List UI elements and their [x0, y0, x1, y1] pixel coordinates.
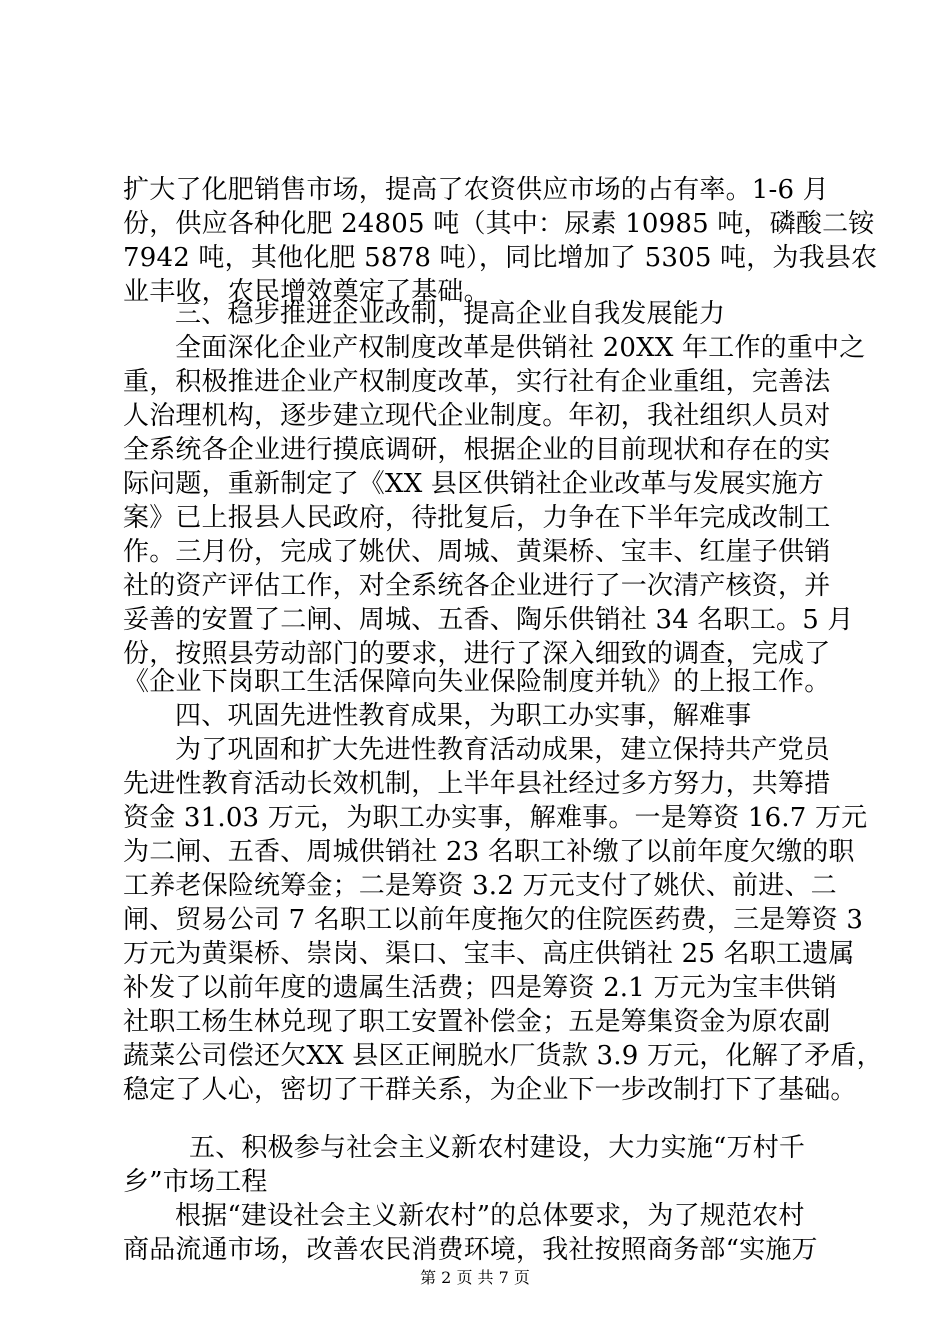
- section-heading-5: 五、积极参与社会主义新农村建设，大力实施“万村千: [189, 1133, 806, 1163]
- text-line: 全系统各企业进行摸底调研，根据企业的目前现状和存在的实: [123, 435, 831, 465]
- text-line: 《企业下岗职工生活保障向失业保险制度并轨》的上报工作。: [123, 667, 831, 697]
- text-line: 份，供应各种化肥 24805 吨（其中：尿素 10985 吨，磷酸二铵: [123, 209, 875, 239]
- text-line: 业丰收，农民增效奠定了基础。: [123, 277, 490, 307]
- text-line: 作。三月份，完成了姚伏、周城、黄渠桥、宝丰、红崖子供销: [123, 537, 831, 567]
- text-line: 7942 吨，其他化肥 5878 吨），同比增加了 5305 吨，为我县农: [123, 243, 878, 273]
- text-line: 人治理机构，逐步建立现代企业制度。年初，我社组织人员对: [123, 401, 831, 431]
- text-line: 重，积极推进企业产权制度改革，实行社有企业重组，完善法: [123, 367, 831, 397]
- text-line: 闸、贸易公司 7 名职工以前年度拖欠的住院医药费，三是筹资 3: [123, 905, 864, 935]
- text-line: 社职工杨生林兑现了职工安置补偿金；五是筹集资金为原农副: [123, 1007, 831, 1037]
- section-heading-3: 三、稳步推进企业改制，提高企业自我发展能力: [175, 299, 726, 329]
- text-line: 万元为黄渠桥、崇岗、渠口、宝丰、高庄供销社 25 名职工遗属: [123, 939, 855, 969]
- text-line: 商品流通市场，改善农民消费环境，我社按照商务部“实施万: [123, 1235, 818, 1265]
- text-line: 为二闸、五香、周城供销社 23 名职工补缴了以前年度欠缴的职: [123, 837, 855, 867]
- text-line: 蔬菜公司偿还欠XX 县区正闸脱水厂货款 3.9 万元，化解了矛盾，: [123, 1041, 883, 1071]
- text-line: 扩大了化肥销售市场，提高了农资供应市场的占有率。1-6 月: [123, 175, 829, 205]
- section-heading-5-continued: 乡”市场工程: [123, 1167, 268, 1197]
- text-line: 稳定了人心，密切了干群关系，为企业下一步改制打下了基础。: [123, 1075, 857, 1105]
- page-footer: 第 2 页 共 7 页: [420, 1268, 530, 1287]
- text-line: 补发了以前年度的遗属生活费；四是筹资 2.1 万元为宝丰供销: [123, 973, 837, 1003]
- text-line: 先进性教育活动长效机制，上半年县社经过多方努力，共筹措: [123, 769, 831, 799]
- text-line: 份，按照县劳动部门的要求，进行了深入细致的调查，完成了: [123, 639, 831, 669]
- text-line: 全面深化企业产权制度改革是供销社 20XX 年工作的重中之: [175, 333, 866, 363]
- section-heading-4: 四、巩固先进性教育成果，为职工办实事，解难事: [175, 701, 752, 731]
- text-line: 妥善的安置了二闸、周城、五香、陶乐供销社 34 名职工。5 月: [123, 605, 854, 635]
- text-line: 社的资产评估工作，对全系统各企业进行了一次清产核资，并: [123, 571, 831, 601]
- text-line: 根据“建设社会主义新农村”的总体要求，为了规范农村: [175, 1201, 805, 1231]
- text-line: 为了巩固和扩大先进性教育活动成果，建立保持共产党员: [175, 735, 831, 765]
- text-line: 工养老保险统筹金；二是筹资 3.2 万元支付了姚伏、前进、二: [123, 871, 837, 901]
- text-line: 资金 31.03 万元，为职工办实事，解难事。一是筹资 16.7 万元: [123, 803, 868, 833]
- text-line: 案》已上报县人民政府，待批复后，力争在下半年完成改制工: [123, 503, 831, 533]
- text-line: 际问题，重新制定了《XX 县区供销社企业改革与发展实施方: [123, 469, 824, 499]
